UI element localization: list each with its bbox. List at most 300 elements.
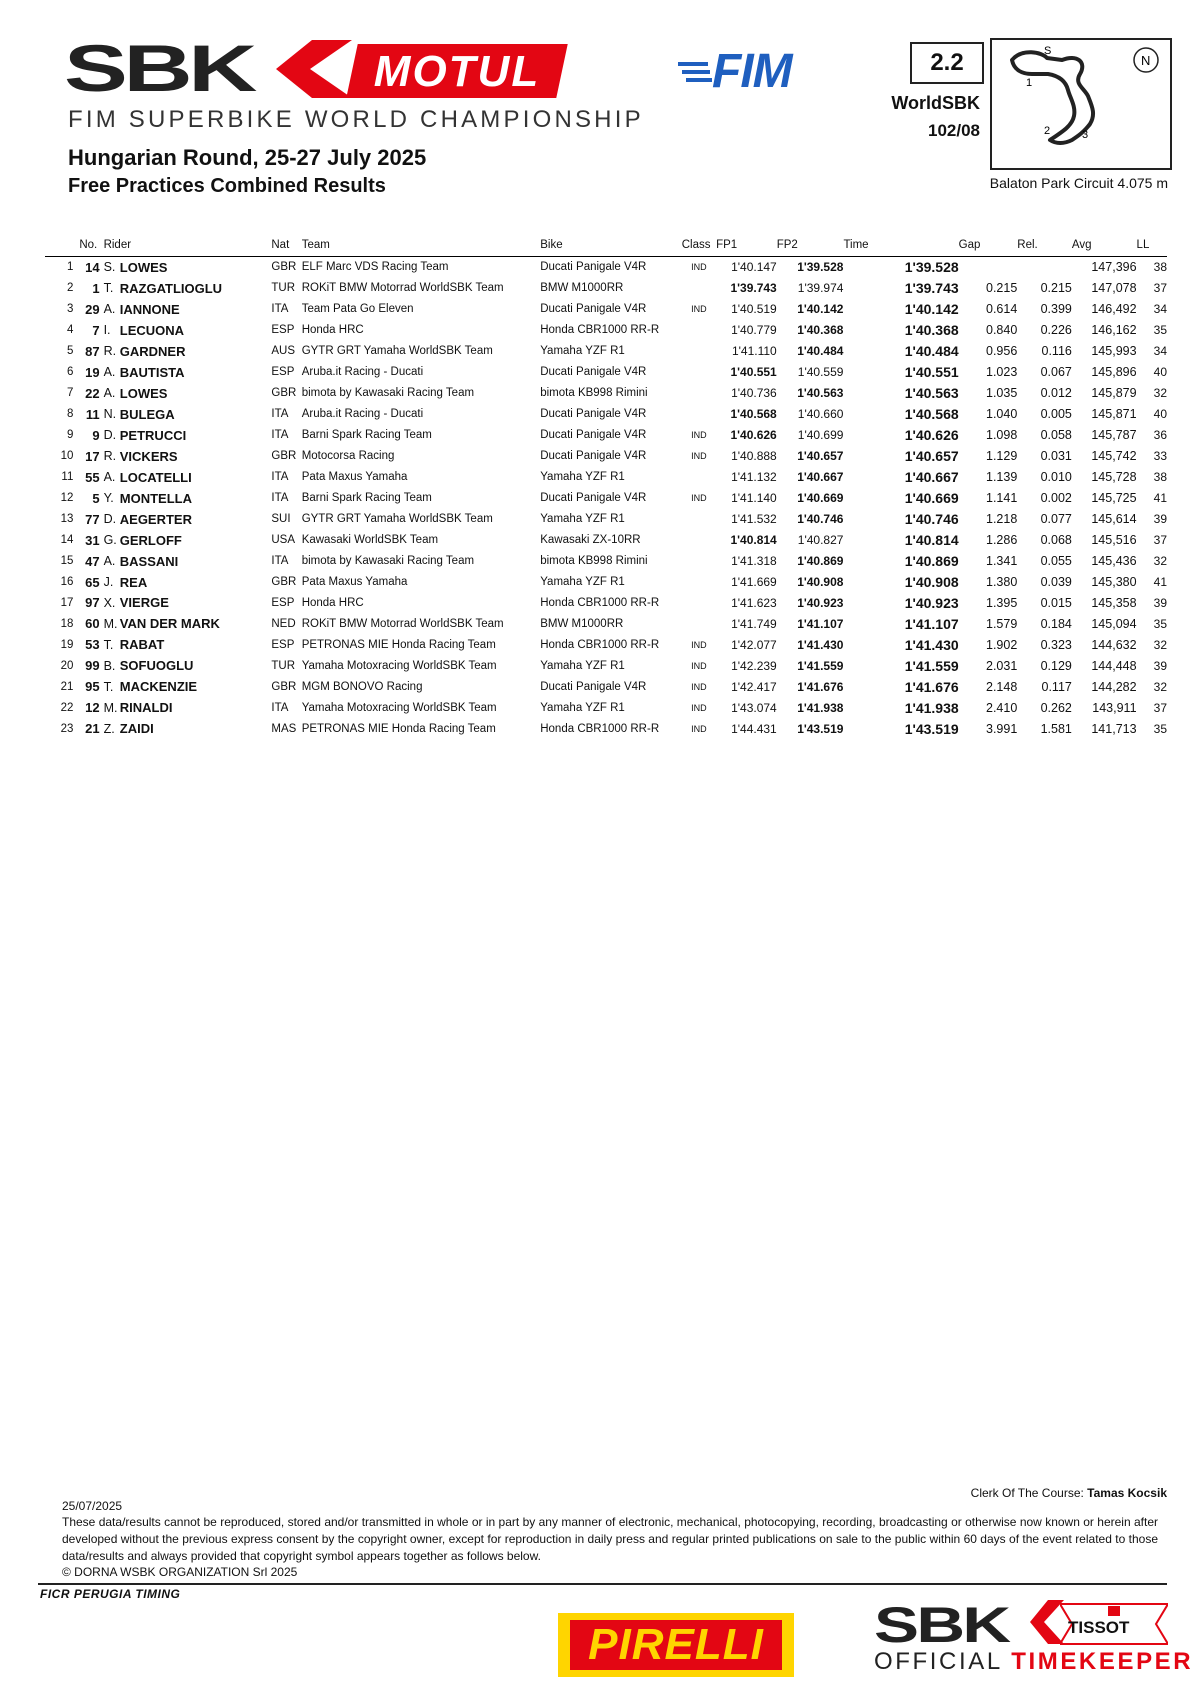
cell-rider-name: PETRUCCI <box>119 427 187 443</box>
cell-fp1: 1'40.551 <box>730 365 777 380</box>
table-row <box>45 488 1167 509</box>
cell-position: 5 <box>66 345 74 358</box>
col-rel: Rel. <box>1017 236 1072 257</box>
cell-avg-speed: 145,742 <box>1091 449 1137 464</box>
cell-nationality: GBR <box>271 261 297 274</box>
cell-best-time: 1'40.563 <box>904 385 959 402</box>
cell-rel: 0.215 <box>1040 281 1072 296</box>
cell-bike: bimota KB998 Rimini <box>540 555 648 568</box>
cell-initial: G. <box>103 533 117 548</box>
col-fp1: FP1 <box>716 236 777 257</box>
cell-nationality: ITA <box>271 303 289 316</box>
col-bike: Bike <box>540 236 682 257</box>
cell-team: Kawasaki WorldSBK Team <box>301 534 439 547</box>
cell-best-time: 1'40.368 <box>904 322 959 339</box>
cell-rider-name: LECUONA <box>119 322 185 338</box>
cell-rel: 0.184 <box>1040 616 1072 631</box>
cell-position: 17 <box>60 596 74 609</box>
cell-avg-speed: 147,078 <box>1091 281 1137 296</box>
cell-class: IND <box>691 451 707 462</box>
cell-fp1: 1'41.140 <box>731 491 777 506</box>
cell-laps: 37 <box>1153 281 1167 296</box>
track-map <box>990 38 1172 170</box>
table-row <box>45 718 1167 739</box>
cell-fp2: 1'40.869 <box>797 554 844 569</box>
cell-nationality: ESP <box>271 324 295 337</box>
cell-laps: 38 <box>1153 470 1167 485</box>
cell-rel: 0.005 <box>1040 407 1072 422</box>
cell-avg-speed: 145,614 <box>1091 512 1137 527</box>
cell-rider-name: VICKERS <box>119 448 178 464</box>
cell-bike: Yamaha YZF R1 <box>540 576 625 589</box>
cell-class <box>682 613 716 634</box>
map-label-turn-1: 1 <box>1026 77 1033 89</box>
cell-rider-name: SOFUOGLU <box>119 658 194 674</box>
cell-avg-speed: 145,896 <box>1091 365 1137 380</box>
cell-avg-speed: 144,448 <box>1091 658 1137 673</box>
cell-position: 21 <box>60 680 74 693</box>
cell-rider-name: MACKENZIE <box>119 679 198 695</box>
cell-gap: 1.395 <box>986 595 1018 610</box>
cell-number: 14 <box>85 259 100 275</box>
col-time: Time <box>843 236 958 257</box>
cell-gap: 1.341 <box>986 554 1018 569</box>
cell-fp1: 1'40.626 <box>730 428 777 443</box>
cell-team: GYTR GRT Yamaha WorldSBK Team <box>301 345 493 358</box>
cell-gap: 0.956 <box>986 344 1018 359</box>
cell-team: Yamaha Motoxracing WorldSBK Team <box>301 701 497 714</box>
col-ll: LL <box>1137 236 1167 257</box>
cell-team: GYTR GRT Yamaha WorldSBK Team <box>301 513 493 526</box>
table-row <box>45 697 1167 718</box>
cell-class <box>682 404 716 425</box>
table-row <box>45 613 1167 634</box>
copyright-notice: © DORNA WSBK ORGANIZATION Srl 2025 <box>62 1565 298 1579</box>
cell-position: 19 <box>60 638 74 651</box>
table-row <box>45 551 1167 572</box>
cell-best-time: 1'40.908 <box>904 574 959 591</box>
cell-fp1: 1'40.736 <box>731 386 777 401</box>
cell-laps: 36 <box>1153 428 1167 443</box>
clerk-label: Clerk Of The Course: <box>970 1486 1084 1500</box>
session-title: Free Practices Combined Results <box>68 175 386 197</box>
cell-fp1: 1'41.669 <box>731 575 777 590</box>
pirelli-logo: PIRELLI <box>570 1620 782 1670</box>
cell-team: Aruba.it Racing - Ducati <box>301 366 424 379</box>
timekeeper-word: TIMEKEEPER <box>1011 1648 1194 1675</box>
cell-position: 12 <box>60 492 74 505</box>
cell-rider-name: MONTELLA <box>119 490 192 506</box>
cell-nationality: USA <box>271 534 296 547</box>
table-row <box>45 383 1167 404</box>
cell-class <box>682 509 716 530</box>
cell-number: 9 <box>92 427 100 443</box>
cell-laps: 35 <box>1153 721 1167 736</box>
cell-class <box>682 341 716 362</box>
cell-rider-name: LOCATELLI <box>119 469 192 485</box>
cell-position: 9 <box>66 429 74 442</box>
cell-rider-name: LOWES <box>119 385 168 401</box>
cell-fp2: 1'43.519 <box>797 721 844 736</box>
cell-number: 29 <box>85 301 100 317</box>
cell-laps: 37 <box>1153 700 1167 715</box>
cell-best-time: 1'40.484 <box>904 343 959 360</box>
cell-team: Aruba.it Racing - Ducati <box>301 408 424 421</box>
cell-avg-speed: 145,879 <box>1091 386 1137 401</box>
cell-fp2: 1'39.528 <box>797 260 844 275</box>
cell-position: 7 <box>66 387 74 400</box>
col-avg: Avg <box>1072 236 1137 257</box>
cell-initial: A. <box>103 554 116 569</box>
cell-bike: Ducati Panigale V4R <box>540 408 647 421</box>
cell-rel: 0.012 <box>1040 386 1072 401</box>
cell-rel: 0.010 <box>1040 470 1072 485</box>
cell-number: 99 <box>85 658 100 674</box>
cell-fp2: 1'41.938 <box>797 700 844 715</box>
sbk-logo-wordmark: SBK <box>64 31 254 105</box>
cell-gap: 1.218 <box>986 512 1018 527</box>
cell-avg-speed: 145,516 <box>1091 533 1137 548</box>
cell-avg-speed: 145,380 <box>1091 575 1137 590</box>
cell-rider-name: REA <box>119 574 148 590</box>
cell-rider-name: GARDNER <box>119 343 186 359</box>
cell-bike: Ducati Panigale V4R <box>540 492 647 505</box>
cell-rel: 0.039 <box>1040 575 1072 590</box>
cell-initial: D. <box>103 512 117 527</box>
cell-gap: 1.286 <box>986 533 1018 548</box>
cell-team: PETRONAS MIE Honda Racing Team <box>301 638 496 651</box>
cell-laps: 41 <box>1153 491 1167 506</box>
table-header-row <box>45 236 1167 257</box>
table-row <box>45 278 1167 299</box>
cell-nationality: NED <box>271 617 296 630</box>
table-row <box>45 509 1167 530</box>
cell-nationality: MAS <box>271 722 297 735</box>
cell-bike: BMW M1000RR <box>540 617 624 630</box>
cell-fp1: 1'41.318 <box>731 554 777 569</box>
cell-team: Barni Spark Racing Team <box>301 429 432 442</box>
cell-number: 11 <box>85 406 100 422</box>
cell-initial: M. <box>103 700 118 715</box>
cell-position: 6 <box>66 366 74 379</box>
cell-gap: 0.614 <box>986 302 1018 317</box>
cell-fp1: 1'42.417 <box>731 679 777 694</box>
cell-best-time: 1'41.559 <box>904 657 959 674</box>
cell-best-time: 1'40.814 <box>904 532 959 549</box>
cell-bike: Honda CBR1000 RR-R <box>540 324 660 337</box>
cell-bike: Kawasaki ZX-10RR <box>540 534 641 547</box>
cell-initial: A. <box>103 470 116 485</box>
cell-nationality: GBR <box>271 450 297 463</box>
cell-bike: Ducati Panigale V4R <box>540 366 647 379</box>
cell-initial: I. <box>103 323 111 338</box>
motul-logo: MOTUL <box>373 47 541 96</box>
cell-rel: 0.077 <box>1040 512 1072 527</box>
cell-fp2: 1'40.660 <box>797 407 844 422</box>
cell-number: 21 <box>85 721 100 737</box>
cell-bike: Ducati Panigale V4R <box>540 429 647 442</box>
cell-laps: 40 <box>1153 365 1167 380</box>
cell-rel: 0.002 <box>1040 491 1072 506</box>
map-label-north: N <box>1141 53 1151 68</box>
cell-number: 65 <box>85 574 100 590</box>
footer-date: 25/07/2025 <box>62 1499 123 1513</box>
cell-class: IND <box>691 723 707 734</box>
cell-gap: 1.129 <box>986 449 1018 464</box>
cell-team: Pata Maxus Yamaha <box>301 576 408 589</box>
cell-rider-name: RAZGATLIOGLU <box>119 280 223 296</box>
cell-fp2: 1'41.430 <box>797 637 844 652</box>
cell-best-time: 1'40.626 <box>904 427 959 444</box>
cell-fp1: 1'40.814 <box>730 533 777 548</box>
table-row <box>45 572 1167 593</box>
cell-team: Pata Maxus Yamaha <box>301 471 408 484</box>
cell-number: 17 <box>85 448 100 464</box>
cell-rel: 0.068 <box>1040 533 1072 548</box>
cell-nationality: ITA <box>271 555 289 568</box>
cell-laps: 39 <box>1153 512 1167 527</box>
cell-laps: 32 <box>1153 554 1167 569</box>
cell-fp1: 1'41.132 <box>731 470 777 485</box>
cell-rider-name: BASSANI <box>119 553 179 569</box>
cell-laps: 33 <box>1153 449 1167 464</box>
cell-avg-speed: 145,787 <box>1091 428 1137 443</box>
cell-position: 22 <box>60 701 74 714</box>
cell-fp1: 1'40.888 <box>731 449 777 464</box>
cell-gap: 2.148 <box>986 679 1018 694</box>
cell-class <box>682 278 716 299</box>
cell-team: bimota by Kawasaki Racing Team <box>301 555 475 568</box>
copyright-disclaimer: These data/results cannot be reproduced, stored and/or transmitted in whole or in part by any manner of electronic, mechanical, photocopying, recording, broadcasting or otherwise now known or herein after developed without the previous express consent by the copyright owner, except for reproduction in daily press and regular printed publications on sale to the public within 60 days of the event related to those data/results and always provided that copyright symbol appears together as follows below. <box>62 1515 1158 1563</box>
cell-number: 31 <box>85 532 100 548</box>
cell-fp2: 1'40.667 <box>797 470 844 485</box>
cell-bike: Honda CBR1000 RR-R <box>540 722 660 735</box>
cell-bike: Yamaha YZF R1 <box>540 701 625 714</box>
cell-class <box>682 593 716 614</box>
cell-initial: R. <box>103 449 117 464</box>
cell-fp1: 1'41.110 <box>731 344 777 359</box>
cell-number: 19 <box>85 364 100 380</box>
cell-position: 3 <box>66 303 74 316</box>
col-gap: Gap <box>959 236 1018 257</box>
table-row <box>45 467 1167 488</box>
cell-rel: 1.581 <box>1040 721 1072 736</box>
cell-laps: 39 <box>1153 595 1167 610</box>
cell-fp1: 1'39.743 <box>730 281 777 296</box>
cell-bike: Yamaha YZF R1 <box>540 513 625 526</box>
cell-best-time: 1'41.938 <box>904 699 959 716</box>
cell-team: Honda HRC <box>301 596 364 609</box>
cell-gap: 3.991 <box>986 721 1018 736</box>
cell-avg-speed: 141,713 <box>1091 721 1137 736</box>
cell-gap: 1.023 <box>986 365 1018 380</box>
cell-position: 16 <box>60 576 74 589</box>
cell-nationality: GBR <box>271 387 297 400</box>
cell-team: MGM BONOVO Racing <box>301 680 423 693</box>
cell-nationality: ESP <box>271 366 295 379</box>
cell-fp2: 1'40.669 <box>797 491 844 506</box>
cell-best-time: 1'41.676 <box>904 678 959 695</box>
cell-gap: 1.902 <box>986 637 1018 652</box>
cell-rel: 0.129 <box>1040 658 1072 673</box>
cell-team: Team Pata Go Eleven <box>301 303 414 316</box>
cell-gap: 1.040 <box>986 407 1018 422</box>
cell-rel: 0.226 <box>1040 323 1072 338</box>
cell-nationality: GBR <box>271 680 297 693</box>
cell-best-time: 1'40.568 <box>904 406 959 423</box>
cell-position: 18 <box>60 617 74 630</box>
table-row <box>45 341 1167 362</box>
cell-fp2: 1'40.827 <box>797 533 844 548</box>
cell-nationality: ITA <box>271 471 289 484</box>
cell-best-time: 1'40.142 <box>904 301 959 318</box>
cell-initial: Z. <box>103 721 115 736</box>
cell-best-time: 1'40.657 <box>904 448 959 465</box>
document-code: 102/08 <box>928 121 980 140</box>
cell-initial: N. <box>103 407 117 422</box>
cell-best-time: 1'41.430 <box>904 636 959 653</box>
cell-rel: 0.262 <box>1040 700 1072 715</box>
cell-fp2: 1'40.142 <box>797 302 844 317</box>
cell-team: Yamaha Motoxracing WorldSBK Team <box>301 659 497 672</box>
cell-fp2: 1'40.923 <box>797 595 844 610</box>
cell-initial: Y. <box>103 491 114 506</box>
cell-laps: 34 <box>1153 344 1167 359</box>
cell-best-time: 1'39.743 <box>904 280 959 297</box>
cell-nationality: ESP <box>271 596 295 609</box>
cell-position: 2 <box>66 282 74 295</box>
cell-avg-speed: 145,094 <box>1091 616 1137 631</box>
cell-initial: S. <box>103 260 116 275</box>
cell-bike: Yamaha YZF R1 <box>540 471 625 484</box>
cell-number: 1 <box>92 280 100 296</box>
cell-number: 53 <box>85 637 100 653</box>
cell-fp1: 1'40.568 <box>730 407 777 422</box>
cell-rider-name: ZAIDI <box>119 721 154 737</box>
cell-avg-speed: 146,492 <box>1091 302 1137 317</box>
cell-fp1: 1'43.074 <box>731 700 777 715</box>
cell-class: IND <box>691 430 707 441</box>
results-body <box>45 257 1167 740</box>
cell-best-time: 1'40.669 <box>904 490 959 507</box>
cell-number: 5 <box>92 490 100 506</box>
cell-avg-speed: 145,725 <box>1091 491 1137 506</box>
cell-class <box>682 383 716 404</box>
cell-team: ELF Marc VDS Racing Team <box>301 261 449 274</box>
cell-laps: 32 <box>1153 386 1167 401</box>
cell-initial: T. <box>103 679 114 694</box>
cell-bike: Ducati Panigale V4R <box>540 261 647 274</box>
cell-laps: 39 <box>1153 658 1167 673</box>
official-timekeeper-label <box>874 1648 1193 1676</box>
col-fp2: FP2 <box>777 236 844 257</box>
map-label-s: S <box>1044 45 1052 57</box>
cell-rel: 0.015 <box>1040 595 1072 610</box>
col-rider: Rider <box>100 236 272 257</box>
cell-bike: Honda CBR1000 RR-R <box>540 638 660 651</box>
cell-class <box>682 530 716 551</box>
cell-fp1: 1'40.779 <box>731 323 777 338</box>
cell-gap: 1.035 <box>986 386 1018 401</box>
cell-bike: Yamaha YZF R1 <box>540 659 625 672</box>
cell-number: 95 <box>85 679 100 695</box>
table-row <box>45 655 1167 676</box>
sbk-logo-chevron <box>262 40 352 98</box>
cell-fp1: 1'40.147 <box>731 260 777 275</box>
cell-bike: Yamaha YZF R1 <box>540 345 625 358</box>
cell-avg-speed: 145,358 <box>1091 595 1137 610</box>
cell-position: 13 <box>60 513 74 526</box>
cell-gap: 1.141 <box>986 491 1018 506</box>
cell-rel: 0.117 <box>1041 679 1072 694</box>
table-row <box>45 446 1167 467</box>
cell-fp1: 1'44.431 <box>731 721 777 736</box>
cell-fp2: 1'40.657 <box>797 449 844 464</box>
cell-fp2: 1'40.746 <box>797 512 844 527</box>
cell-best-time: 1'41.107 <box>904 615 959 632</box>
cell-position: 15 <box>60 555 74 568</box>
cell-class <box>682 572 716 593</box>
cell-fp2: 1'40.563 <box>797 386 844 401</box>
cell-best-time: 1'40.923 <box>904 594 959 611</box>
cell-laps: 40 <box>1153 407 1167 422</box>
cell-rider-name: RINALDI <box>119 700 173 716</box>
cell-class <box>682 467 716 488</box>
cell-team: PETRONAS MIE Honda Racing Team <box>301 722 496 735</box>
cell-position: 23 <box>60 722 74 735</box>
cell-position: 11 <box>61 471 74 484</box>
series-label: WorldSBK <box>891 93 980 113</box>
cell-nationality: SUI <box>271 513 291 526</box>
table-row <box>45 425 1167 446</box>
cell-gap: 1.098 <box>986 428 1018 443</box>
col-nat: Nat <box>271 236 301 257</box>
cell-fp2: 1'40.484 <box>797 344 844 359</box>
cell-rider-name: VIERGE <box>119 595 169 611</box>
cell-avg-speed: 145,728 <box>1091 470 1137 485</box>
cell-fp1: 1'42.239 <box>731 658 777 673</box>
fim-logo: FIM <box>712 45 792 98</box>
cell-team: ROKiT BMW Motorrad WorldSBK Team <box>301 282 504 295</box>
sbk-timekeeper-logo: SBK <box>874 1597 1009 1653</box>
cell-rel: 0.399 <box>1040 302 1072 317</box>
cell-initial: T. <box>103 281 114 296</box>
cell-fp2: 1'40.559 <box>797 365 844 380</box>
cell-gap <box>959 257 1018 278</box>
cell-rel: 0.055 <box>1040 554 1072 569</box>
cell-number: 7 <box>92 322 100 338</box>
cell-laps: 41 <box>1153 575 1167 590</box>
cell-laps: 35 <box>1153 616 1167 631</box>
cell-rel: 0.116 <box>1041 344 1072 359</box>
cell-fp2: 1'40.368 <box>797 323 844 338</box>
cell-nationality: ITA <box>271 492 289 505</box>
cell-gap: 2.410 <box>986 700 1018 715</box>
cell-number: 22 <box>85 385 100 401</box>
cell-class: IND <box>691 681 707 692</box>
cell-class: IND <box>691 639 707 650</box>
official-word: OFFICIAL <box>874 1648 1002 1675</box>
cell-team: Motocorsa Racing <box>301 450 395 463</box>
clerk-name: Tamas Kocsik <box>1087 1486 1167 1500</box>
sbk-timekeeper-chevron <box>1030 1600 1064 1644</box>
cell-class: IND <box>691 262 707 273</box>
cell-class: IND <box>691 702 707 713</box>
cell-best-time: 1'40.667 <box>904 469 959 486</box>
cell-gap: 2.031 <box>986 658 1018 673</box>
cell-best-time: 1'43.519 <box>904 720 959 737</box>
cell-gap: 0.840 <box>986 323 1018 338</box>
